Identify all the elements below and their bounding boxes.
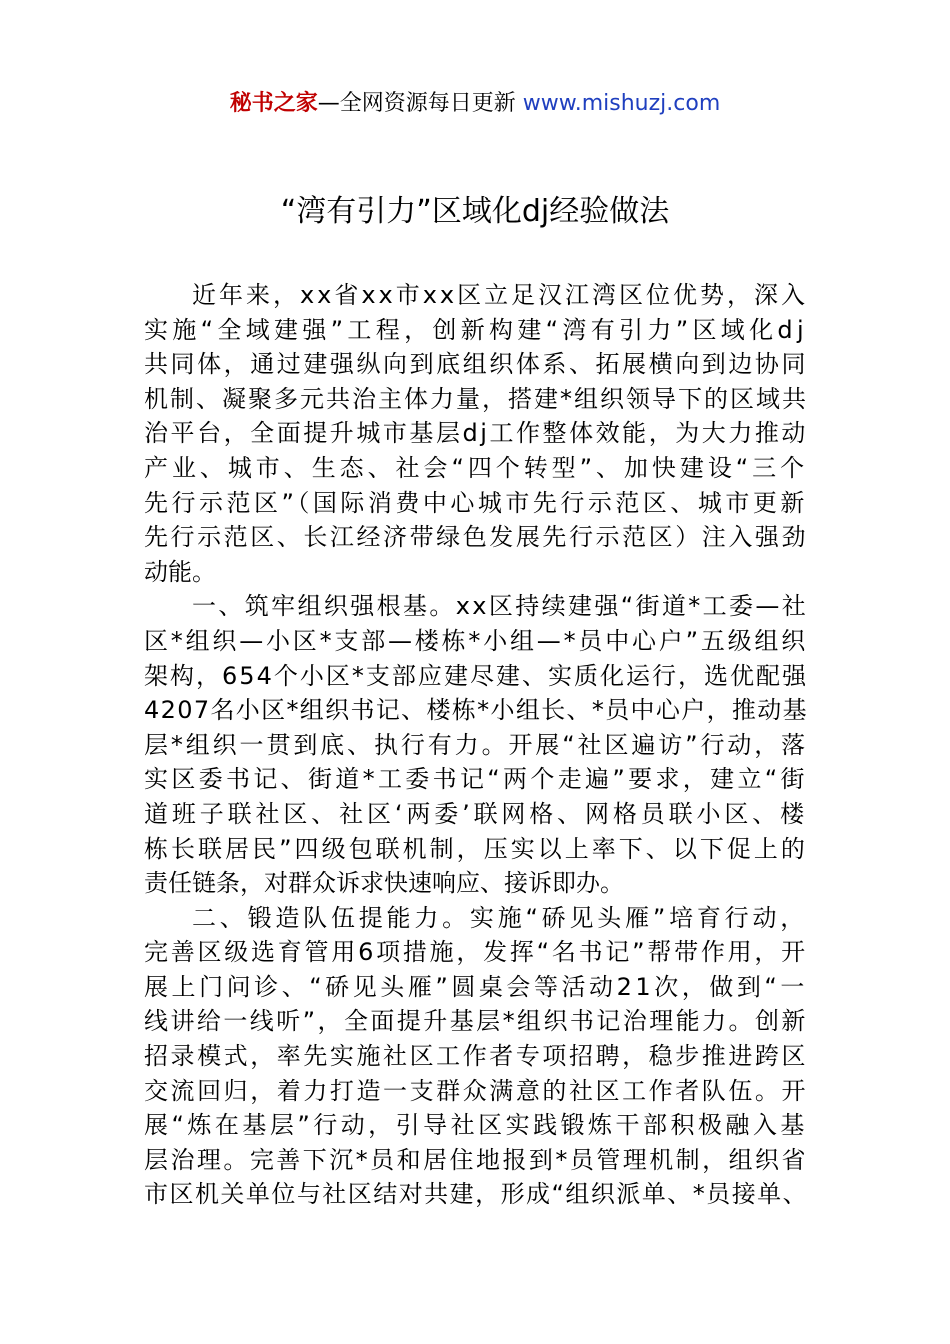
body-line: 机制、凝聚多元共治主体力量，搭建*组织领导下的区域共 [144, 384, 808, 413]
body-line: 先行示范区”（国际消费中心城市先行示范区、城市更新 [144, 488, 808, 517]
body-line: 产业、城市、生态、社会“四个转型”、加快建设“三个 [144, 453, 809, 482]
body-line: 栋长联居民”四级包联机制，压实以上率下、以下促上的 [144, 834, 808, 863]
body-line: 近年来，xx省xx市xx区立足汉江湾区位优势，深入 [192, 281, 808, 309]
body-line: 招录模式，率先实施社区工作者专项招聘，稳步推进跨区 [144, 1042, 808, 1071]
document-body [144, 278, 808, 1212]
body-line: 动能。 [144, 557, 216, 586]
body-line: 4207名小区*组织书记、楼栋*小组长、*员中心户，推动基 [144, 696, 808, 725]
body-line: 实施“全域建强”工程，创新构建“湾有引力”区域化dj [144, 315, 808, 344]
body-line: 责任链条，对群众诉求快速响应、接诉即办。 [144, 869, 624, 898]
body-line: 层治理。完善下沉*员和居住地报到*员管理机制，组织省 [144, 1145, 808, 1174]
body-line: 区*组织—小区*支部—楼栋*小组—*员中心户”五级组织 [144, 626, 809, 655]
body-line: 完善区级选育管用6项措施，发挥“名书记”帮带作用，开 [144, 938, 808, 967]
body-line: 治平台，全面提升城市基层dj工作整体效能，为大力推动 [144, 419, 808, 448]
site-banner [0, 88, 950, 120]
body-line: 道班子联社区、社区‘两委’联网格、网格员联小区、楼 [144, 799, 809, 828]
site-slogan: —全网资源每日更新 [317, 91, 523, 116]
body-line: 展“炼在基层”行动，引导社区实践锻炼干部积极融入基 [144, 1111, 808, 1140]
body-line: 一、筑牢组织强根基。xx区持续建强“街道*工委—社 [192, 592, 809, 621]
site-brand: 秘书之家 [229, 91, 318, 116]
document-title: “湾有引力”区域化dj经验做法 [280, 194, 670, 229]
body-line: 共同体，通过建强纵向到底组织体系、拓展横向到边协同 [144, 350, 808, 379]
body-line: 架构，654个小区*支部应建尽建、实质化运行，选优配强 [144, 661, 809, 690]
site-url-link[interactable]: www.mishuzj.com [522, 91, 721, 116]
body-line: 二、锻造队伍提能力。实施“硚见头雁”培育行动， [192, 903, 809, 932]
body-line: 先行示范区、长江经济带绿色发展先行示范区）注入强劲 [144, 523, 808, 552]
body-line: 线讲给一线听”，全面提升基层*组织书记治理能力。创新 [144, 1007, 808, 1036]
body-line: 展上门问诊、“硚见头雁”圆桌会等活动21次，做到“一 [144, 972, 808, 1001]
body-line: 实区委书记、街道*工委书记“两个走遍”要求，建立“街 [144, 765, 808, 794]
body-line: 市区机关单位与社区结对共建，形成“组织派单、*员接单、 [144, 1180, 809, 1209]
body-line: 层*组织一贯到底、执行有力。开展“社区遍访”行动，落 [144, 730, 809, 759]
body-line: 交流回归，着力打造一支群众满意的社区工作者队伍。开 [144, 1076, 808, 1105]
